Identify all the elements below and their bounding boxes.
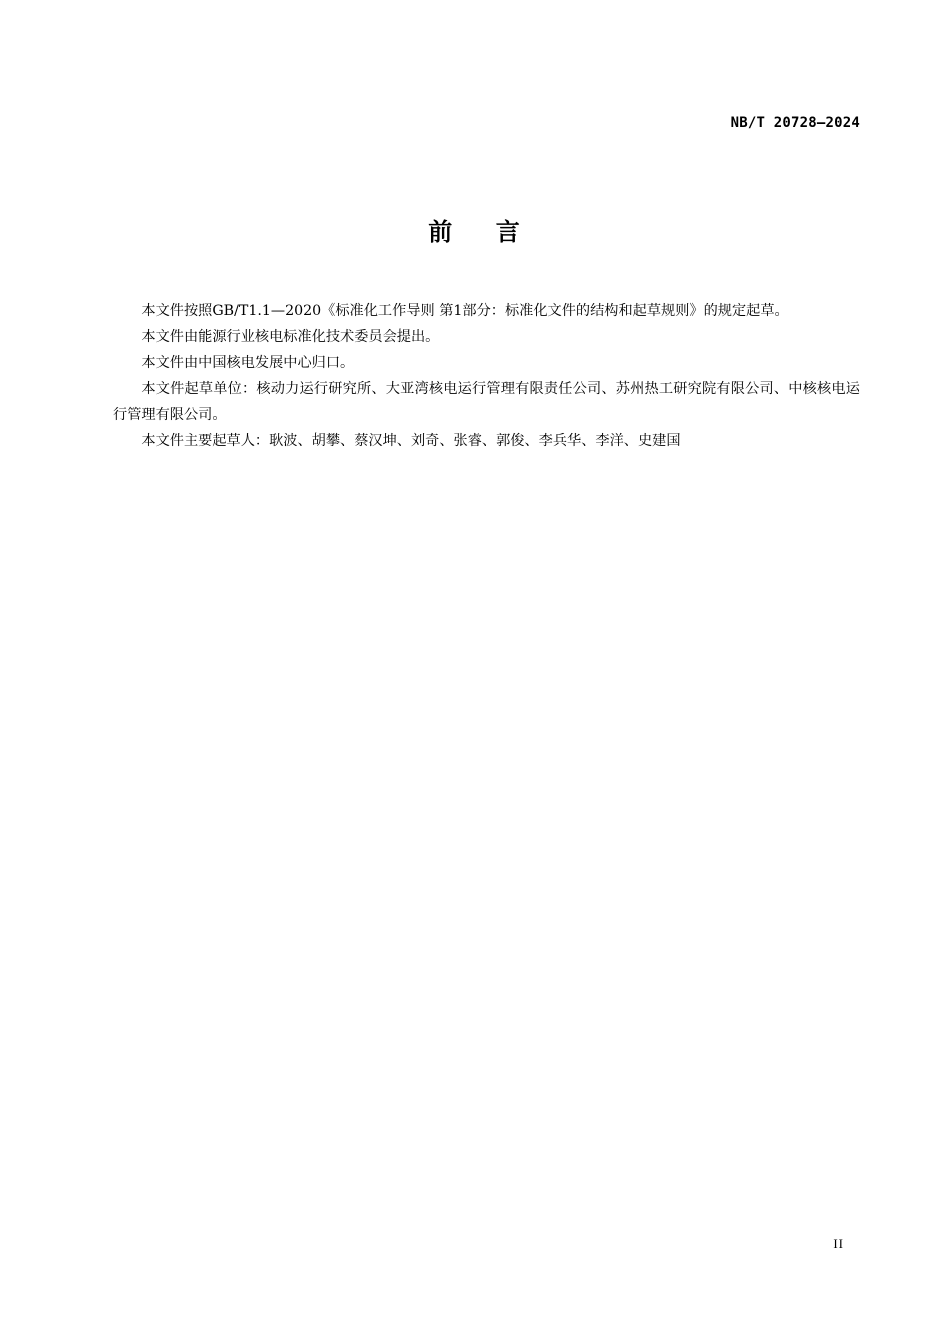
- paragraph-drafting-units: 本文件起草单位：核动力运行研究所、大亚湾核电运行管理有限责任公司、苏州热工研究院有限公司、中核核电运行管理有限公司。: [113, 381, 860, 423]
- preface-body: [113, 298, 860, 454]
- paragraph-drafting-rules: 本文件按照GB/T1.1—2020《标准化工作导则 第1部分：标准化文件的结构和起草规则》的规定起草。: [141, 303, 789, 319]
- standard-code: NB/T 20728—2024: [730, 115, 860, 131]
- paragraph-drafters: 本文件主要起草人：耿波、胡攀、蔡汉坤、刘奇、张睿、郭俊、李兵华、李洋、史建国: [141, 433, 681, 449]
- page-number: II: [833, 1236, 844, 1251]
- paragraph-proposer: 本文件由能源行业核电标准化技术委员会提出。: [141, 329, 440, 345]
- page-title: 前 言: [428, 218, 522, 246]
- paragraph-administrator: 本文件由中国核电发展中心归口。: [141, 355, 355, 371]
